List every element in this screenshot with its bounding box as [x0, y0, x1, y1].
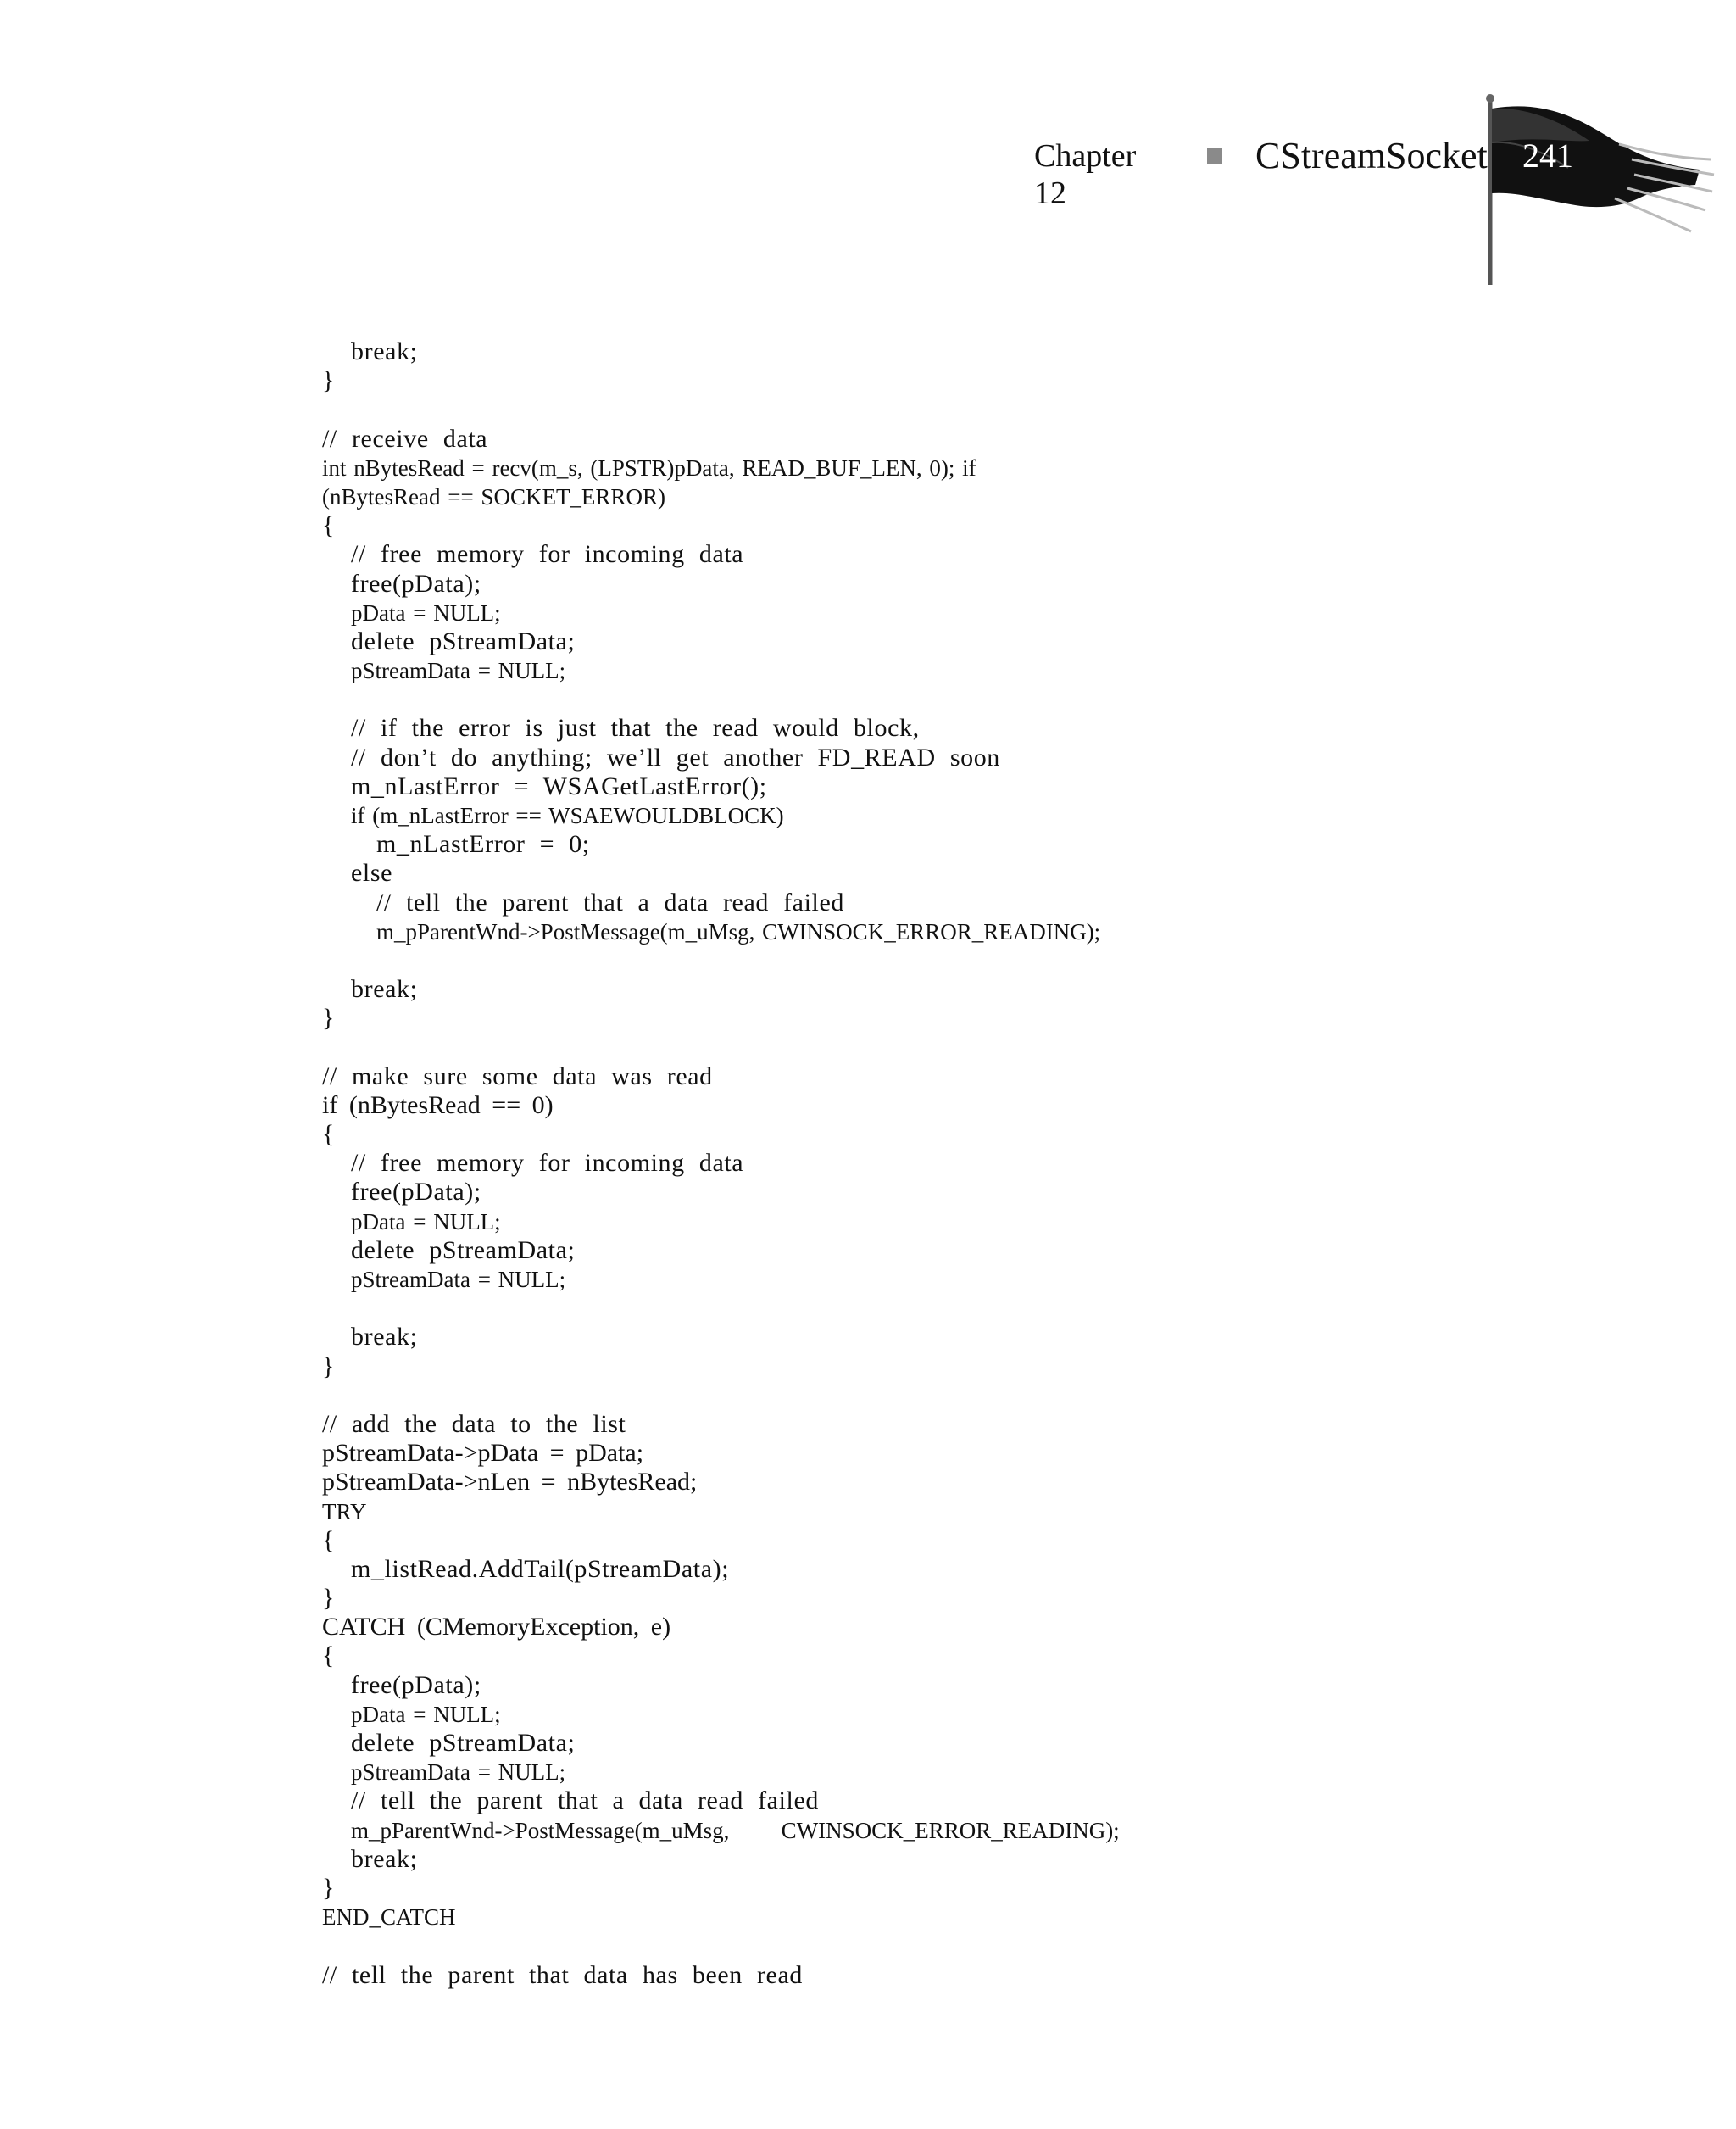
square-bullet-icon: [1207, 148, 1222, 164]
code-line: [322, 1931, 1170, 1960]
code-line: pStreamData->nLen = nBytesRead;: [322, 1468, 698, 1496]
code-line: }: [322, 1873, 335, 1902]
code-line: CATCH (CMemoryException, e): [322, 1613, 671, 1641]
code-line: {: [322, 1120, 335, 1149]
code-line: [322, 395, 1170, 424]
code-line: END_CATCH: [322, 1904, 456, 1931]
code-line: [322, 946, 1170, 975]
code-line: delete pStreamData;: [351, 1235, 576, 1264]
code-line: if (m_nLastError == WSAEWOULDBLOCK): [351, 803, 784, 828]
code-line: // tell the parent that a data read failed: [376, 888, 844, 917]
code-line: }: [322, 1004, 335, 1033]
code-line: int nBytesRead = recv(m_s, (LPSTR)pData, READ_BUF_LEN, 0); if: [322, 454, 976, 481]
chapter-number: 12: [1034, 176, 1066, 211]
code-line: pStreamData = NULL;: [351, 1267, 566, 1292]
code-line: pData = NULL;: [351, 1701, 501, 1727]
section-title: CStreamSocket: [1255, 135, 1488, 176]
code-line: {: [322, 1525, 335, 1554]
running-header: [0, 0, 1736, 305]
code-line: }: [322, 366, 335, 395]
code-line: [322, 1294, 1170, 1323]
code-line: pStreamData->pData = pData;: [322, 1439, 644, 1468]
code-line: break;: [351, 337, 418, 365]
code-line: m_listRead.AddTail(pStreamData);: [351, 1554, 730, 1583]
code-line: pStreamData = NULL;: [351, 658, 566, 684]
code-line: m_pParentWnd->PostMessage(m_uMsg, CWINSOCK_ERROR_READING);: [351, 1817, 1120, 1843]
code-line: break;: [351, 975, 418, 1004]
waving-flag-icon: [1441, 92, 1721, 291]
chapter-label: Chapter 12: [1034, 138, 1137, 211]
code-line: {: [322, 1641, 335, 1670]
code-line: m_nLastError = 0;: [376, 830, 590, 859]
code-line: {: [322, 511, 335, 540]
code-line: break;: [351, 1844, 418, 1873]
code-line: // receive data: [322, 424, 488, 453]
code-line: break;: [351, 1323, 418, 1352]
code-line: else: [351, 859, 393, 888]
code-line: pData = NULL;: [351, 599, 501, 626]
code-line: TRY: [322, 1498, 367, 1524]
page-number: 241: [1522, 137, 1573, 175]
code-line: // add the data to the list: [322, 1409, 626, 1438]
code-line: if (nBytesRead == 0): [322, 1090, 554, 1119]
code-line: // make sure some data was read: [322, 1062, 713, 1090]
code-line: [322, 1034, 1170, 1062]
code-line: m_nLastError = WSAGetLastError();: [351, 772, 767, 800]
code-line: free(pData);: [351, 1670, 481, 1699]
code-line: pStreamData = NULL;: [351, 1759, 566, 1786]
code-line: // if the error is just that the read would block,: [351, 714, 920, 743]
code-line: (nBytesRead == SOCKET_ERROR): [322, 483, 665, 510]
code-line: // don’t do anything; we’ll get another FD_READ soon: [351, 743, 1000, 772]
code-line: pData = NULL;: [351, 1208, 501, 1234]
code-line: // tell the parent that data has been read: [322, 1960, 803, 1989]
code-line: [322, 1381, 1170, 1410]
code-line: delete pStreamData;: [351, 1729, 576, 1757]
code-line: free(pData);: [351, 1178, 481, 1207]
code-line: // tell the parent that a data read failed: [351, 1786, 819, 1815]
code-line: // free memory for incoming data: [351, 1149, 744, 1178]
code-line: }: [322, 1584, 335, 1613]
code-line: delete pStreamData;: [351, 627, 576, 655]
code-listing: [322, 337, 1170, 1990]
code-line: // free memory for incoming data: [351, 540, 744, 569]
code-line: [322, 685, 1170, 714]
code-line: free(pData);: [351, 569, 481, 598]
code-line: }: [322, 1352, 335, 1380]
code-line: m_pParentWnd->PostMessage(m_uMsg, CWINSOCK_ERROR_READING);: [376, 918, 1101, 945]
